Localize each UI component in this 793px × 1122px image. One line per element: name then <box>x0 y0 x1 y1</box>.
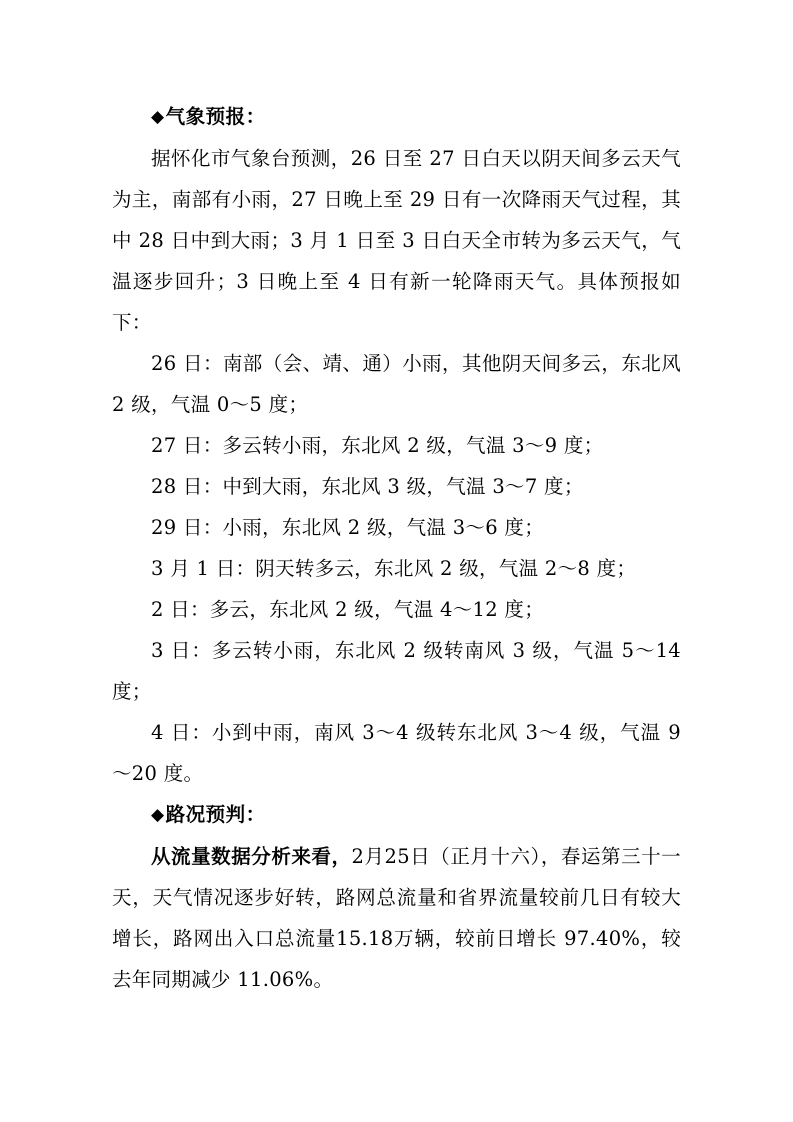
paragraph-forecast-day-26: 26 日：南部（会、靖、通）小雨，其他阴天间多云，东北风 2 级，气温 0～5 度； <box>112 352 681 416</box>
paragraph-forecast-day-mar-3: 3 日：多云转小雨，东北风 2 级转南风 3 级，气温 5～14 度； <box>112 639 681 703</box>
paragraph-forecast-day-27: 27 日：多云转小雨，东北风 2 级，气温 3～9 度； <box>151 434 604 457</box>
paragraph-bold-lead: 从流量数据分析来看， <box>151 845 352 868</box>
paragraph-body-text: 2月25日（正月十六），春运第三十一天，天气情况逐步好转，路网总流量和省界流量较前几日有较大增长，路网出入口总流量15.18万辆，较前日增长 97.40%，较去年同期减少 11.06%。 <box>112 845 681 991</box>
section-heading-text: 气象预报： <box>165 105 266 128</box>
section-heading-weather-forecast <box>112 96 681 138</box>
paragraph-forecast-day-mar-1: 3 月 1 日：阴天转多云，东北风 2 级，气温 2～8 度； <box>151 557 637 580</box>
paragraph-traffic-flow-analysis <box>112 836 681 1000</box>
paragraph-forecast-day-mar-2: 2 日：多云，东北风 2 级，气温 4～12 度； <box>151 598 545 621</box>
diamond-bullet-icon: ◆ <box>151 107 165 127</box>
section-heading-text: 路况预判： <box>165 803 266 826</box>
paragraph-forecast-day-29: 29 日：小雨，东北风 2 级，气温 3～6 度； <box>151 516 545 539</box>
paragraph-forecast-day-mar-4: 4 日：小到中雨，南风 3～4 级转东北风 3～4 级，气温 9～20 度。 <box>112 721 681 785</box>
paragraph-weather-summary: 据怀化市气象台预测，26 日至 27 日白天以阴天间多云天气为主，南部有小雨，27 日晚上至 29 日有一次降雨天气过程，其中 28 日中到大雨；3 月 1 日至 3 日白天全市转为多云天气，气温逐步回升；3 日晚上至 4 日有新一轮降雨天气。具体预报如下： <box>112 147 681 334</box>
diamond-bullet-icon: ◆ <box>151 805 165 825</box>
document-body <box>112 96 681 1000</box>
section-heading-road-condition <box>112 794 681 836</box>
paragraph-forecast-day-28: 28 日：中到大雨，东北风 3 级，气温 3～7 度； <box>151 475 584 498</box>
